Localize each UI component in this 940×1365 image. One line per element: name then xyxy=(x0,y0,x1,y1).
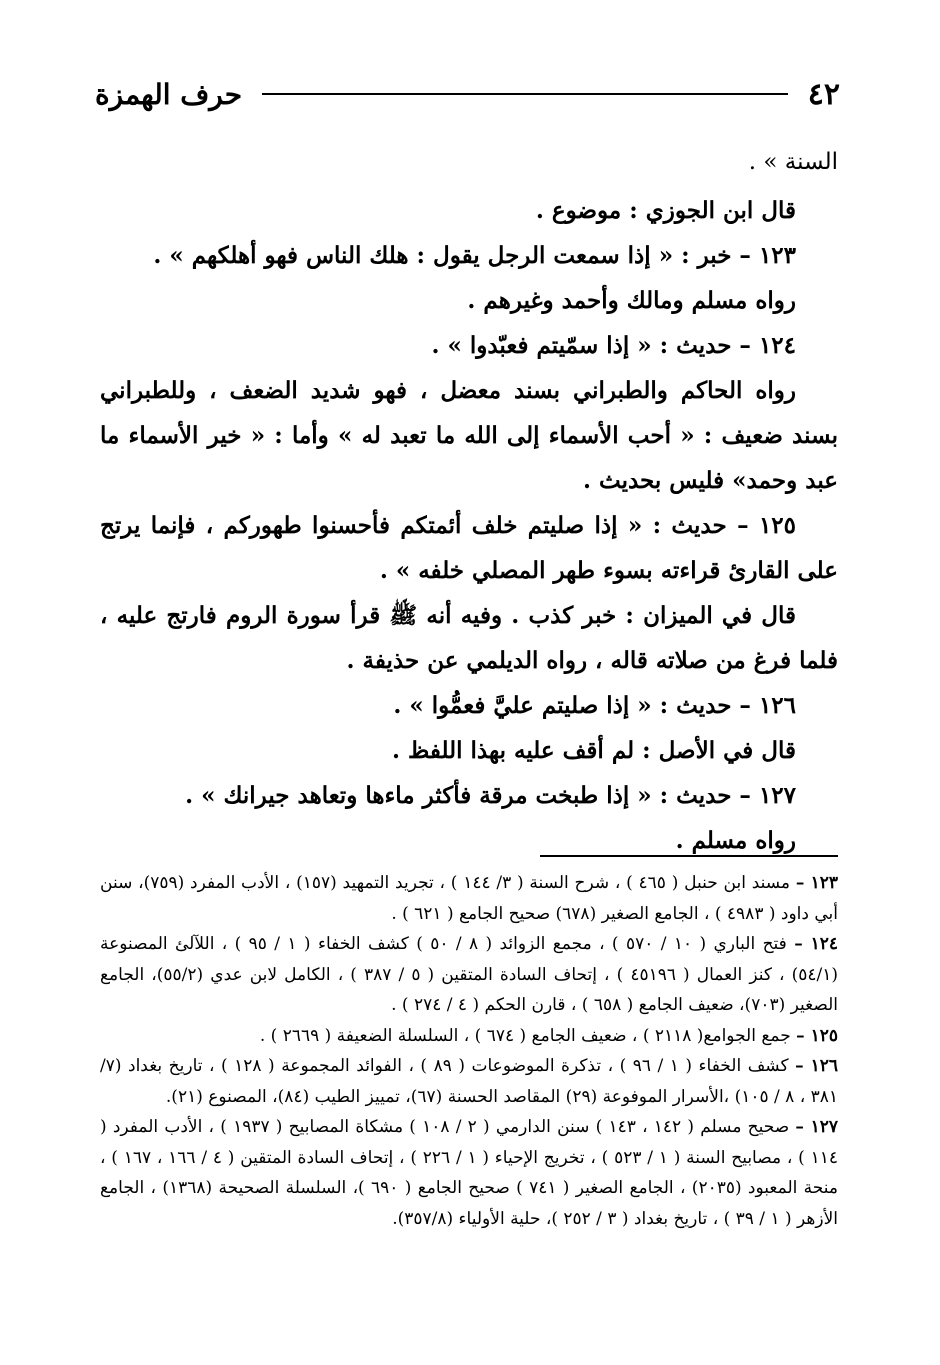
header-rule xyxy=(262,93,788,95)
footnote-125 xyxy=(100,1021,838,1052)
paragraph-5: رواه الحاكم والطبراني بسند معضل ، فهو شديد الضعف ، وللطبراني بسند ضعيف : « أحب الأسماء إلى الله ما تعبد له » وأما : « خير الأسماء ما عبد وحمد» فليس بحديث . xyxy=(100,377,838,494)
paragraph-1: قال ابن الجوزي : موضوع . xyxy=(535,197,796,224)
footnote-text: كشف الخفاء ( ١ / ٩٦ ) ، تذكرة الموضوعات ( ٨٩ ) ، الفوائد المجموعة ( ١٢٨ ) ، تاريخ بغداد (٧/ ٣٨١ ، ٨ / ١٠٥) ،الأسرار الموفوعة (٢٩) المقاصد الحسنة (٦٧)، تمييز الطيب (٨٤)، المصنوع (٢١). xyxy=(100,1056,838,1107)
footnote-text: جمع الجوامع( ٢١١٨ ) ، ضعيف الجامع ( ٦٧٤ ) ، السلسلة الضعيفة ( ٢٦٦٩ ) . xyxy=(259,1025,791,1046)
footnote-number: ١٢٥ – xyxy=(796,1025,838,1046)
hadith-124: ١٢٤ – حديث : « إذا سمّيتم فعبّدوا » . xyxy=(431,332,796,359)
paragraph-11: رواه مسلم . xyxy=(675,827,796,854)
footnote-124 xyxy=(100,929,838,1021)
page-number: ٤٢ xyxy=(807,76,840,112)
footnotes xyxy=(100,868,838,1234)
paragraph-3: رواه مسلم ومالك وأحمد وغيرهم . xyxy=(467,287,796,314)
running-title: حرف الهمزة xyxy=(95,77,243,111)
footnote-127 xyxy=(100,1112,838,1234)
hadith-123: ١٢٣ – خبر : « إذا سمعت الرجل يقول : هلك الناس فهو أهلكهم » . xyxy=(153,242,796,269)
page-header xyxy=(95,74,840,114)
footnote-number: ١٢٤ – xyxy=(794,934,838,954)
hadith-127: ١٢٧ – حديث : « إذا طبخت مرقة فأكثر ماءها وتعاهد جيرانك » . xyxy=(185,782,796,809)
paragraph-0: السنة » . xyxy=(748,149,838,175)
footnote-text: صحيح مسلم ( ١٤٢ ، ١٤٣ ) سنن الدارمي ( ٢ / ١٠٨ ) مشكاة المصابيح ( ١٩٣٧ ) ، الأدب المفرد ( ١١٤ ) ، مصابيح السنة ( ١ / ٥٢٣ ) ، تخريج الإحياء ( ١ / ٢٢٦ ) ، إتحاف السادة المتقين ( ٤ / ١٦٦ ، ١٦٧ ) ، منحة المعبود (٢٠٣٥) ، الجامع الصغير ( ٧٤١ ) صحيح الجامع ( ٦٩٠ )، السلسلة الصحيحة (١٣٦٨) ، الجامع الأزهر ( ١ / ٣٩ ) ، تاريخ بغداد ( ٣ / ٢٥٢ )، حلية الأولياء (٣٥٧/٨). xyxy=(100,1117,838,1229)
footnote-number: ١٢٧ – xyxy=(795,1117,839,1137)
paragraph-7: قال في الميزان : خبر كذب . وفيه أنه ﷺ قرأ سورة الروم فارتج عليه ، فلما فرغ من صلاته قاله ، رواه الديلمي عن حذيفة . xyxy=(100,602,838,674)
footnote-126 xyxy=(100,1051,838,1112)
hadith-126: ١٢٦ – حديث : « إذا صليتم عليَّ فعمُّوا » . xyxy=(393,692,796,719)
footnote-text: فتح الباري ( ١٠ / ٥٧٠ ) ، مجمع الزوائد ( ٨ / ٥٠ ) كشف الخفاء ( ١ / ٩٥ ) ، اللآلئ المصنوعة (٥٤/١) ، كنز العمال ( ٤٥١٩٦ ) ، إتحاف السادة المتقين ( ٥ / ٣٨٧ ) ، الكامل لابن عدي (٥٥/٢)، الجامع الصغير (٧٠٣)، ضعيف الجامع ( ٦٥٨ ) ، قارن الحكم ( ٤ / ٢٧٤ ) . xyxy=(100,934,838,1015)
footnote-123 xyxy=(100,868,838,929)
paragraph-9: قال في الأصل : لم أقف عليه بهذا اللفظ . xyxy=(392,737,796,764)
body-text xyxy=(100,140,838,863)
footnote-number: ١٢٦ – xyxy=(795,1056,838,1076)
footnote-rule xyxy=(540,855,838,857)
footnote-number: ١٢٣ – xyxy=(795,873,839,893)
hadith-125: ١٢٥ – حديث : « إذا صليتم خلف أئمتكم فأحسنوا طهوركم ، فإنما يرتج على القارئ قراءته بسوء طهر المصلي خلفه » . xyxy=(100,512,838,584)
footnote-text: مسند ابن حنبل ( ٤٦٥ ) ، شرح السنة ( ٣/ ١٤٤ ) ، تجريد التمهيد (١٥٧) ، الأدب المفرد (٧٥٩)، سنن أبي داود ( ٤٩٨٣ ) ، الجامع الصغير (٦٧٨) صحيح الجامع ( ٦٢١ ) . xyxy=(100,873,838,924)
